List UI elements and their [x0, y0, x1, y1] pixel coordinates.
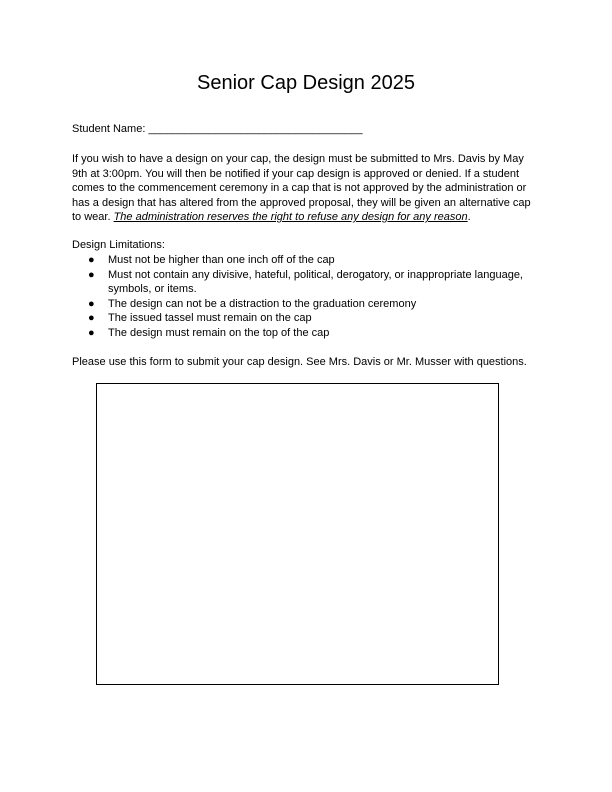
intro-line-last	[72, 210, 542, 225]
list-item	[72, 326, 542, 341]
intro-last-prefix: to wear.	[72, 211, 114, 223]
limitation-text-continued: symbols, or items.	[108, 283, 197, 295]
limitations-heading: Design Limitations:	[72, 239, 165, 251]
intro-line: has a design that has altered from the approved proposal, they will be given an alternative cap	[72, 196, 531, 209]
design-drawing-area[interactable]	[96, 383, 499, 685]
document-title: Senior Cap Design 2025	[197, 72, 415, 94]
limitation-text: Must not be higher than one inch off of the cap	[108, 254, 335, 266]
bullet-icon: ●	[88, 254, 95, 266]
bullet-icon: ●	[88, 268, 95, 281]
student-name-field[interactable]: ___________________________________	[148, 123, 363, 135]
administration-disclaimer: The administration reserves the right to refuse any design for any reason	[113, 211, 468, 223]
list-item	[72, 297, 542, 312]
intro-last-suffix: .	[467, 211, 471, 223]
intro-paragraph	[72, 152, 542, 225]
bullet-icon: ●	[88, 326, 95, 339]
student-name-label: Student Name:	[72, 123, 149, 135]
bullet-icon: ●	[88, 297, 95, 310]
intro-line: 9th at 3:00pm. You will then be notified if your cap design is approved or denied. If a student	[72, 167, 520, 180]
list-item	[72, 268, 542, 297]
intro-line: If you wish to have a design on your cap, the design must be submitted to Mrs. Davis by May	[72, 153, 524, 165]
instructions-text: Please use this form to submit your cap design. See Mrs. Davis or Mr. Musser with questions.	[72, 356, 527, 368]
limitation-text: The design can not be a distraction to the graduation ceremony	[108, 297, 417, 310]
limitation-text: The design must remain on the top of the cap	[108, 326, 330, 339]
list-item	[72, 311, 542, 326]
limitation-text: Must not contain any divisive, hateful, political, derogatory, or inappropriate language,	[108, 268, 523, 281]
list-item	[72, 253, 542, 268]
limitation-text: The issued tassel must remain on the cap	[108, 312, 312, 324]
intro-line: comes to the commencement ceremony in a cap that is not approved by the administration or	[72, 182, 527, 194]
bullet-icon: ●	[88, 312, 95, 324]
limitations-list	[72, 253, 542, 340]
student-name-row	[72, 122, 363, 136]
